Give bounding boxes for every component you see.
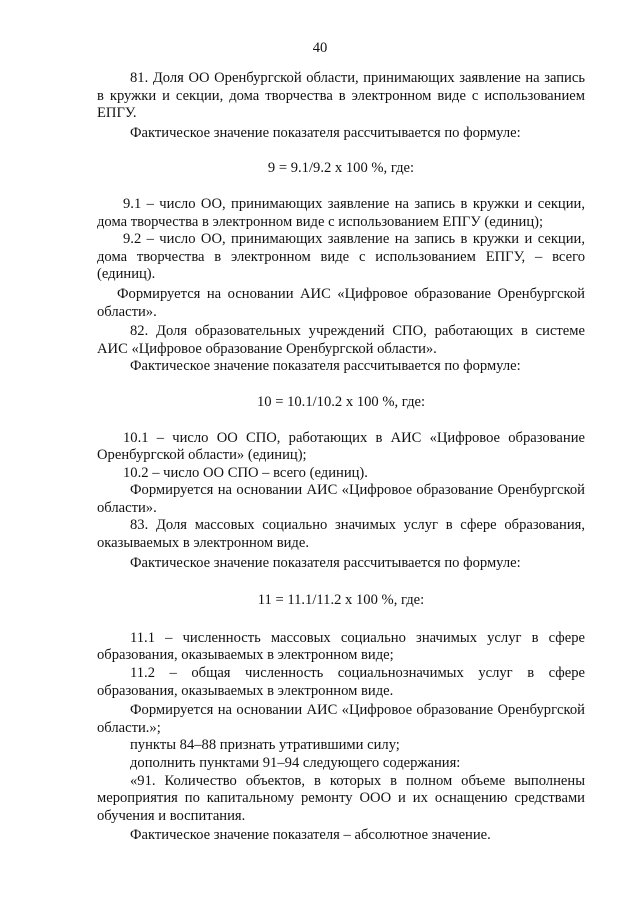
repeal-note: пункты 84–88 признать утратившими силу; [130, 737, 400, 754]
definition-10-1: 10.1 – число ОО СПО, работающих в АИС «Цифровое образование Оренбургской области» (единиц); [97, 429, 585, 464]
page-number: 40 [312, 40, 328, 56]
document-body [97, 70, 585, 845]
value-note: Фактическое значение показателя – абсолютное значение. [130, 827, 491, 844]
formula-11: 11 = 11.1/11.2 х 100 %, где: [257, 592, 425, 609]
definition-9-1: 9.1 – число ОО, принимающих заявление на запись в кружки и секции, дома творчества в электронном виде с использованием ЕПГУ (единиц); [97, 195, 585, 230]
paragraph-82-title: 82. Доля образовательных учреждений СПО, работающих в системе АИС «Цифровое образование Оренбургской области». [97, 323, 585, 357]
definition-9-2: 9.2 – число ОО, принимающих заявление на запись в кружки и секции, дома творчества в электронном виде с использованием ЕПГУ, – всего (единиц). [97, 231, 585, 283]
addition-note: дополнить пунктами 91–94 следующего содержания: [130, 755, 461, 771]
formula-intro: Фактическое значение показателя рассчитывается по формуле: [130, 554, 521, 571]
formula-9: 9 = 9.1/9.2 х 100 %, где: [267, 160, 415, 177]
paragraph-83-title: 83. Доля массовых социально значимых услуг в сфере образования, оказываемых в электронном виде. [97, 517, 585, 552]
source-note: Формируется на основании АИС «Цифровое образование Оренбургской области». [97, 482, 585, 516]
definition-11-1: 11.1 – численность массовых социально значимых услуг в сфере образования, оказываемых в электронном виде; [97, 629, 585, 664]
formula-10: 10 = 10.1/10.2 х 100 %, где: [256, 393, 426, 410]
paragraph-81-title: 81. Доля ОО Оренбургской области, принимающих заявление на запись в кружки и секции, дома творчества в электронном виде с использованием ЕПГУ. [97, 70, 585, 122]
source-note: Формируется на основании АИС «Цифровое образование Оренбургской области». [97, 285, 585, 320]
definition-11-2: 11.2 – общая численность социальнозначимых услуг в сфере образования, оказываемых в электронном виде. [97, 665, 585, 699]
formula-intro: Фактическое значение показателя рассчитывается по формуле: [130, 124, 521, 141]
definition-10-2: 10.2 – число ОО СПО – всего (единиц). [123, 464, 368, 481]
formula-intro: Фактическое значение показателя рассчитывается по формуле: [130, 358, 521, 375]
source-note: Формируется на основании АИС «Цифровое образование Оренбургской области.»; [97, 702, 585, 736]
paragraph-91-title: «91. Количество объектов, в которых в полном объеме выполнены мероприятия по капитальному ремонту ООО и их оснащению средствами обучения и воспитания. [97, 772, 585, 824]
